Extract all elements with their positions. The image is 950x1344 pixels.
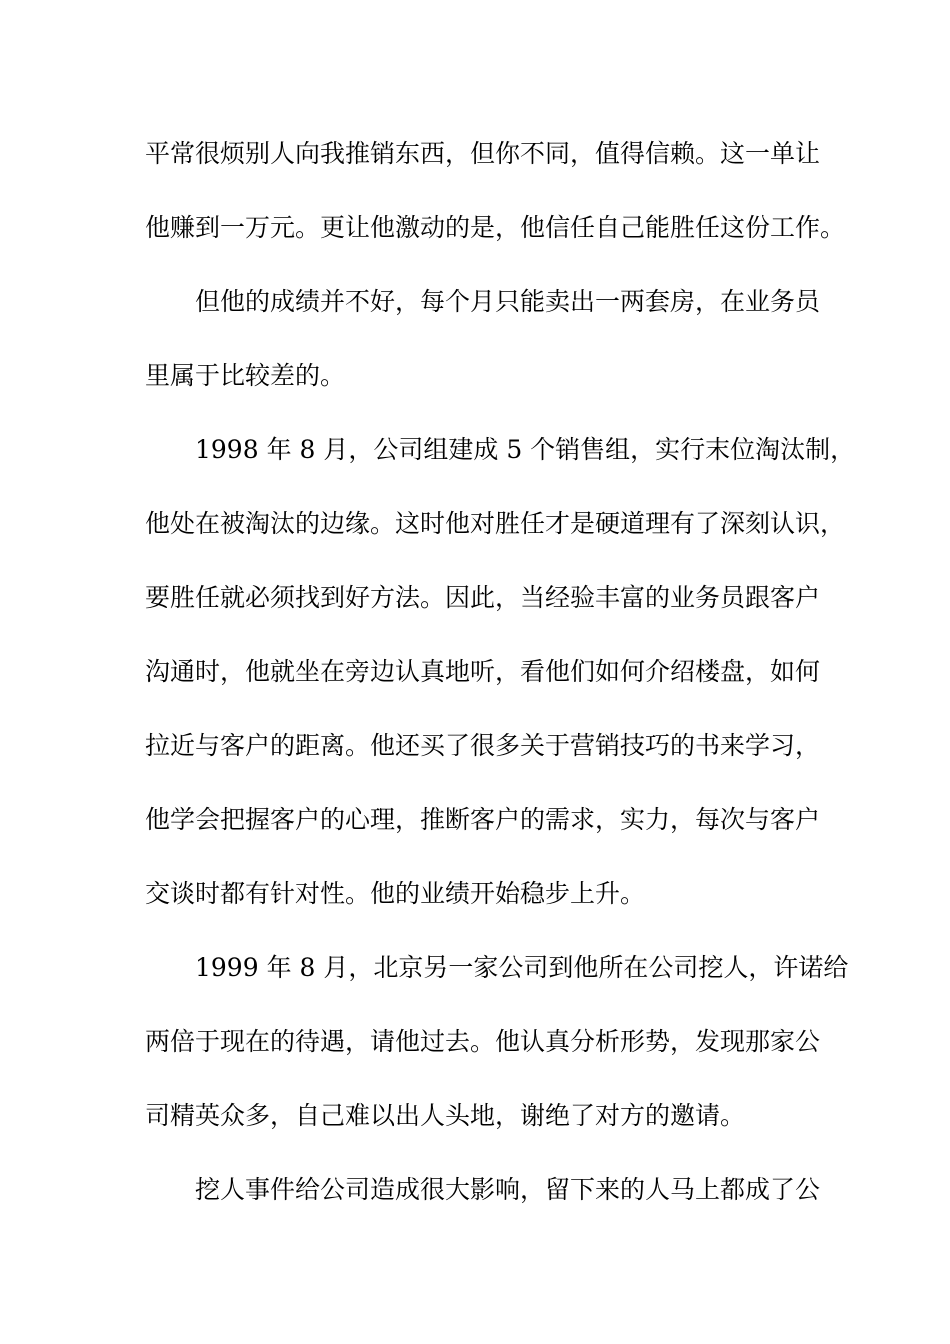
text-line: 他赚到一万元。更让他激动的是，他信任自己能胜任这份工作。 (145, 213, 846, 242)
text-line: 1999 年 8 月，北京另一家公司到他所在公司挖人，许诺给 (195, 953, 849, 982)
text-line: 他学会把握客户的心理，推断客户的需求，实力，每次与客户 (145, 805, 821, 834)
text-line: 要胜任就必须找到好方法。因此，当经验丰富的业务员跟客户 (145, 583, 821, 612)
text-line: 平常很烦别人向我推销东西，但你不同，值得信赖。这一单让 (145, 139, 821, 168)
text-line: 两倍于现在的待遇，请他过去。他认真分析形势，发现那家公 (145, 1027, 821, 1056)
text-line: 拉近与客户的距离。他还买了很多关于营销技巧的书来学习， (145, 731, 821, 760)
text-line: 他处在被淘汰的边缘。这时他对胜任才是硬道理有了深刻认识， (145, 509, 846, 538)
text-line: 但他的成绩并不好，每个月只能卖出一两套房，在业务员 (195, 287, 821, 316)
text-line: 里属于比较差的。 (145, 361, 346, 390)
text-line: 交谈时都有针对性。他的业绩开始稳步上升。 (145, 879, 646, 908)
body-text (145, 128, 856, 1238)
text-line: 司精英众多，自己难以出人头地，谢绝了对方的邀请。 (145, 1101, 746, 1130)
text-line: 挖人事件给公司造成很大影响，留下来的人马上都成了公 (195, 1175, 821, 1204)
text-line: 沟通时，他就坐在旁边认真地听，看他们如何介绍楼盘，如何 (145, 657, 821, 686)
text-line: 1998 年 8 月，公司组建成 5 个销售组，实行末位淘汰制， (195, 435, 856, 464)
